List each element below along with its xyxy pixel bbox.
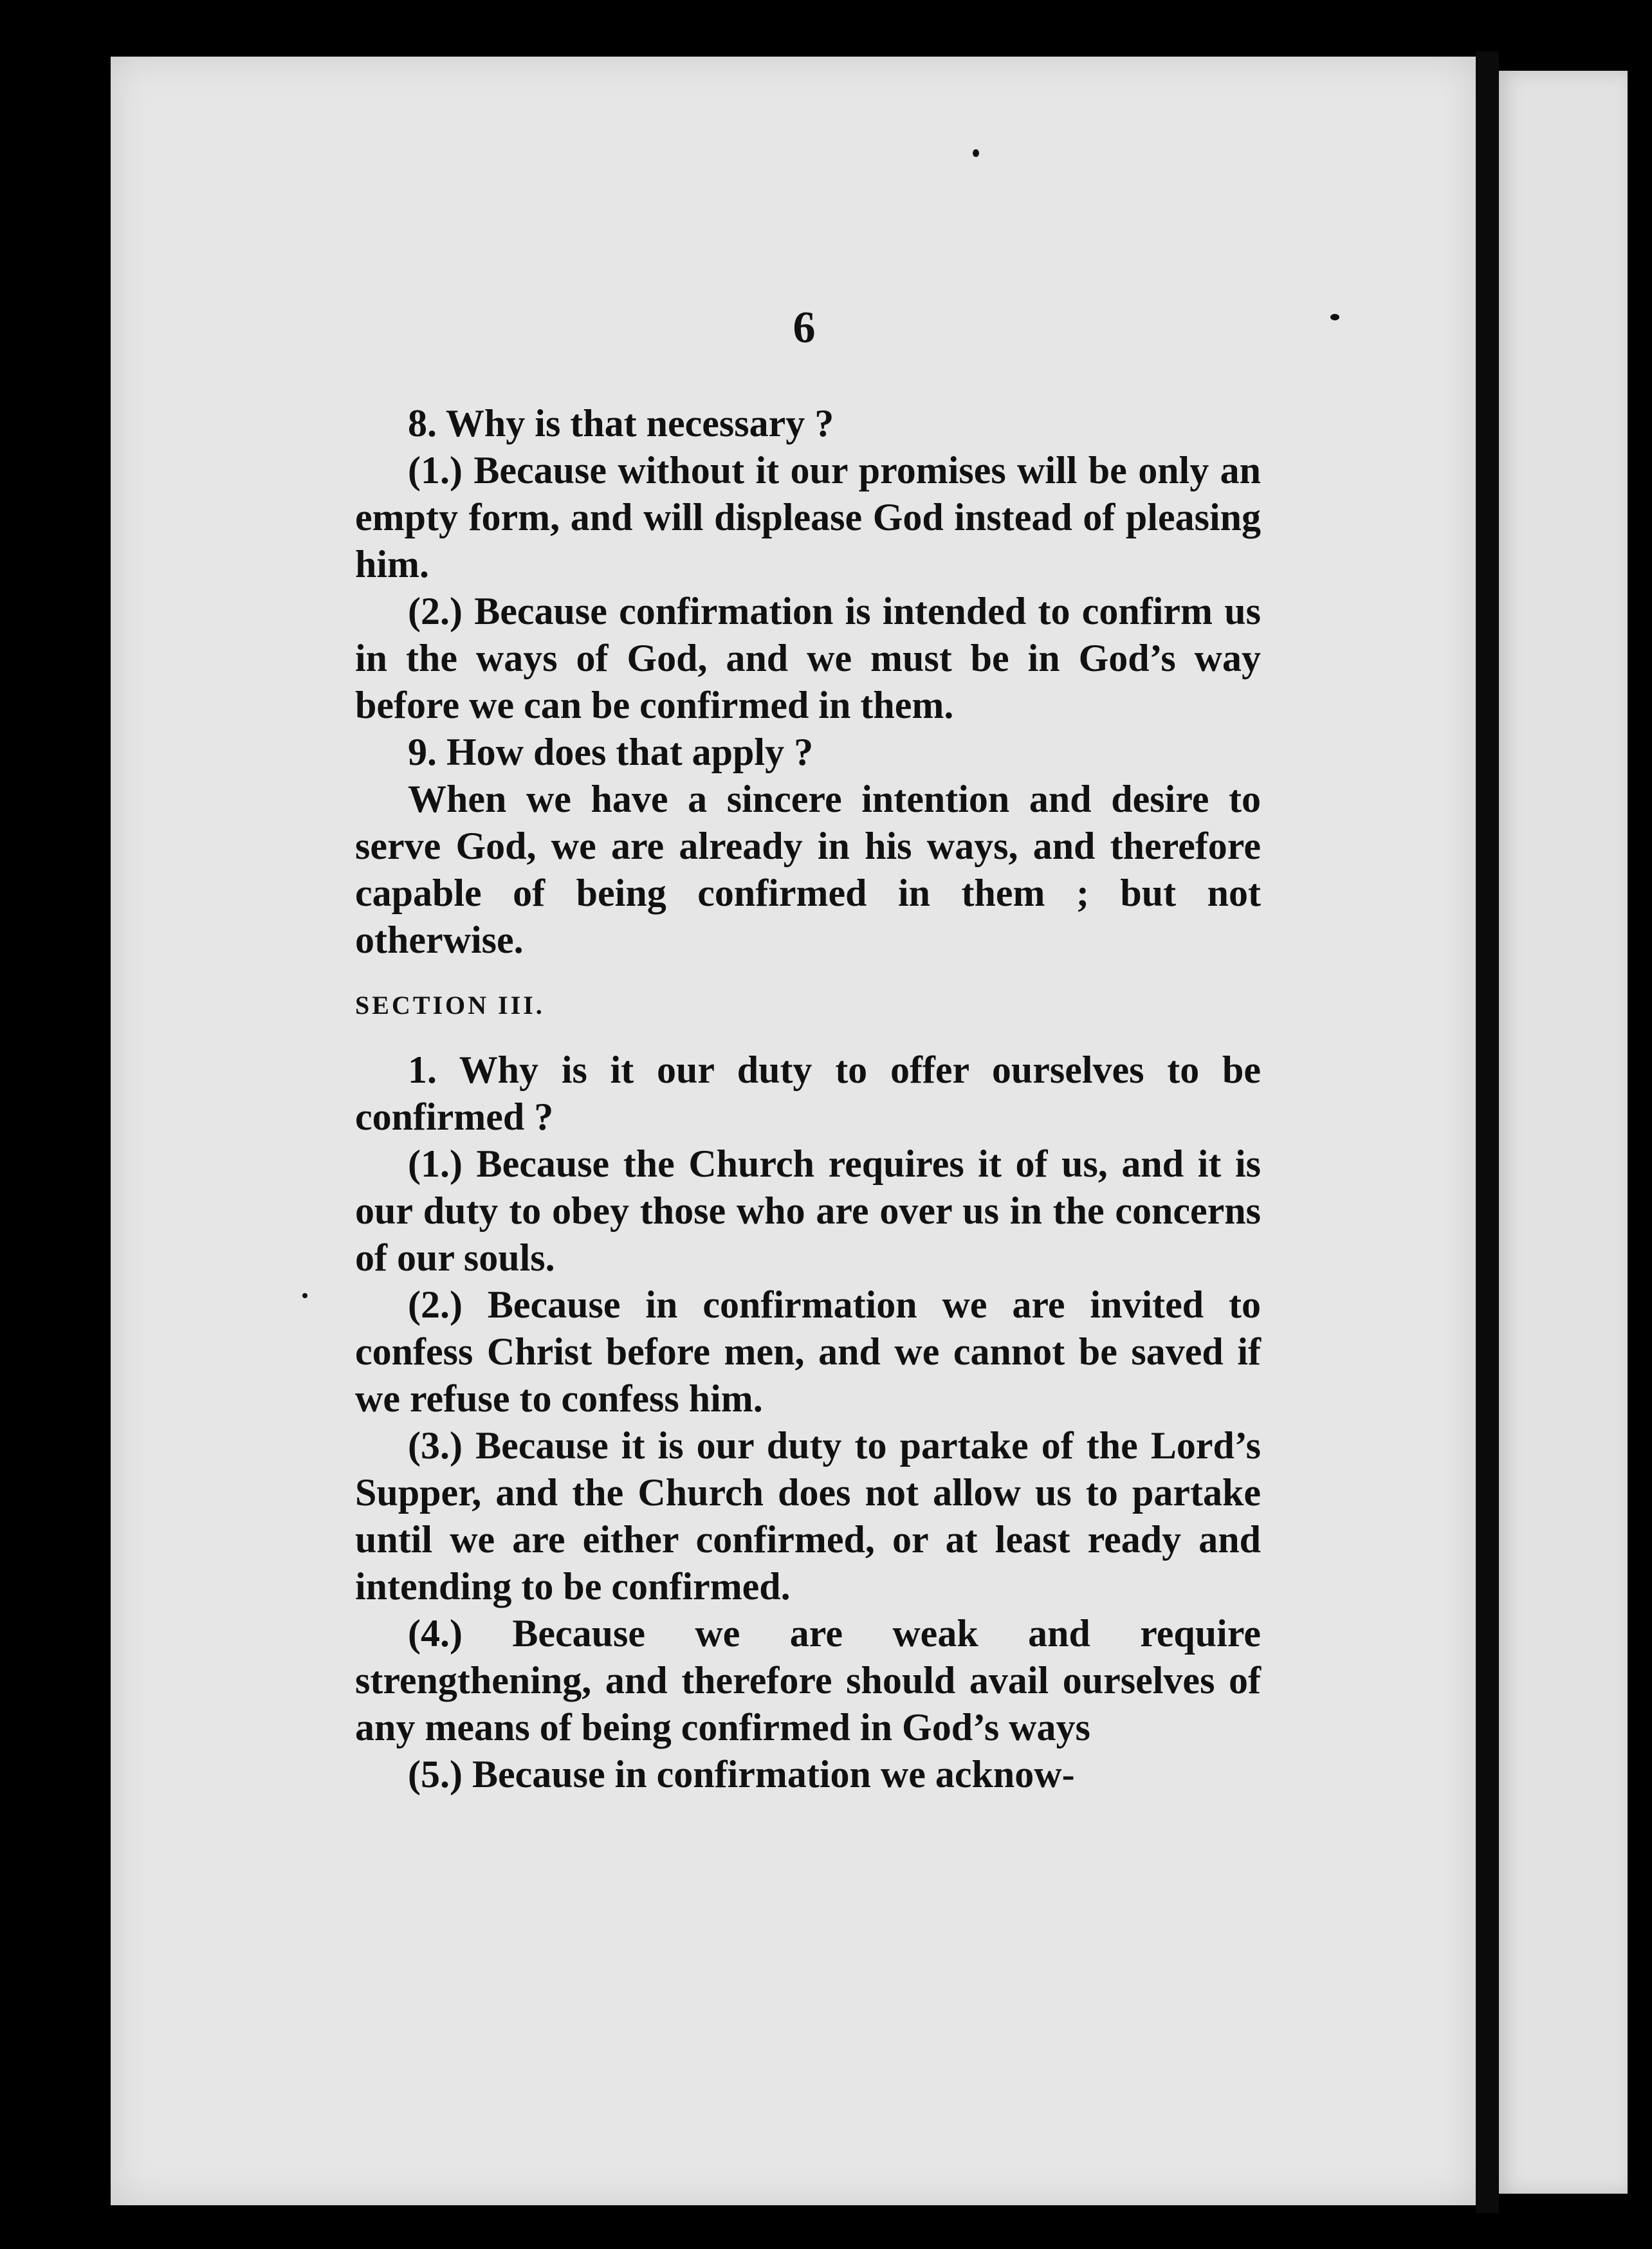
answer-1-3: (3.) Because it is our duty to partake of the Lord’s Supper, and the Church does not allow us to partake until we are either confirmed, or at least ready and intending to be confirmed.	[355, 1424, 1261, 1608]
section-heading: SECTION III.	[355, 991, 545, 1020]
answer-1-4: (4.) Because we are weak and require strengthening, and therefore should avail ourselves of any means of being confirmed in God’s ways	[355, 1612, 1261, 1749]
facing-page-edge	[1499, 71, 1628, 2194]
page-gutter	[1476, 51, 1499, 2213]
answer-8-2: (2.) Because confirmation is intended to confirm us in the ways of God, and we must be in God’s way before we can be confirmed in them.	[355, 590, 1261, 726]
question-1: 1. Why is it our duty to offer ourselves to be confirmed ?	[355, 1049, 1261, 1138]
answer-9: When we have a sincere intention and desire to serve God, we are already in his ways, and therefore capable of being confirmed in them ; but not otherwise.	[355, 778, 1261, 961]
answer-1-2: (2.) Because in confirmation we are invited to confess Christ before men, and we cannot be saved if we refuse to confess him.	[355, 1283, 1261, 1420]
answer-1-5: (5.) Because in confirmation we acknow-	[408, 1753, 1075, 1795]
page-number: 6	[793, 303, 816, 353]
question-9: 9. How does that apply ?	[408, 731, 814, 773]
page-body	[355, 400, 1261, 1798]
ink-speck	[1330, 314, 1339, 320]
answer-8-1: (1.) Because without it our promises will be only an empty form, and will displease God instead of pleasing him.	[355, 449, 1261, 585]
ink-speck	[302, 1293, 307, 1298]
question-8: 8. Why is that necessary ?	[408, 402, 834, 445]
answer-1-1: (1.) Because the Church requires it of us, and it is our duty to obey those who are over us in the concerns of our souls.	[355, 1143, 1261, 1279]
ink-speck	[973, 149, 979, 157]
